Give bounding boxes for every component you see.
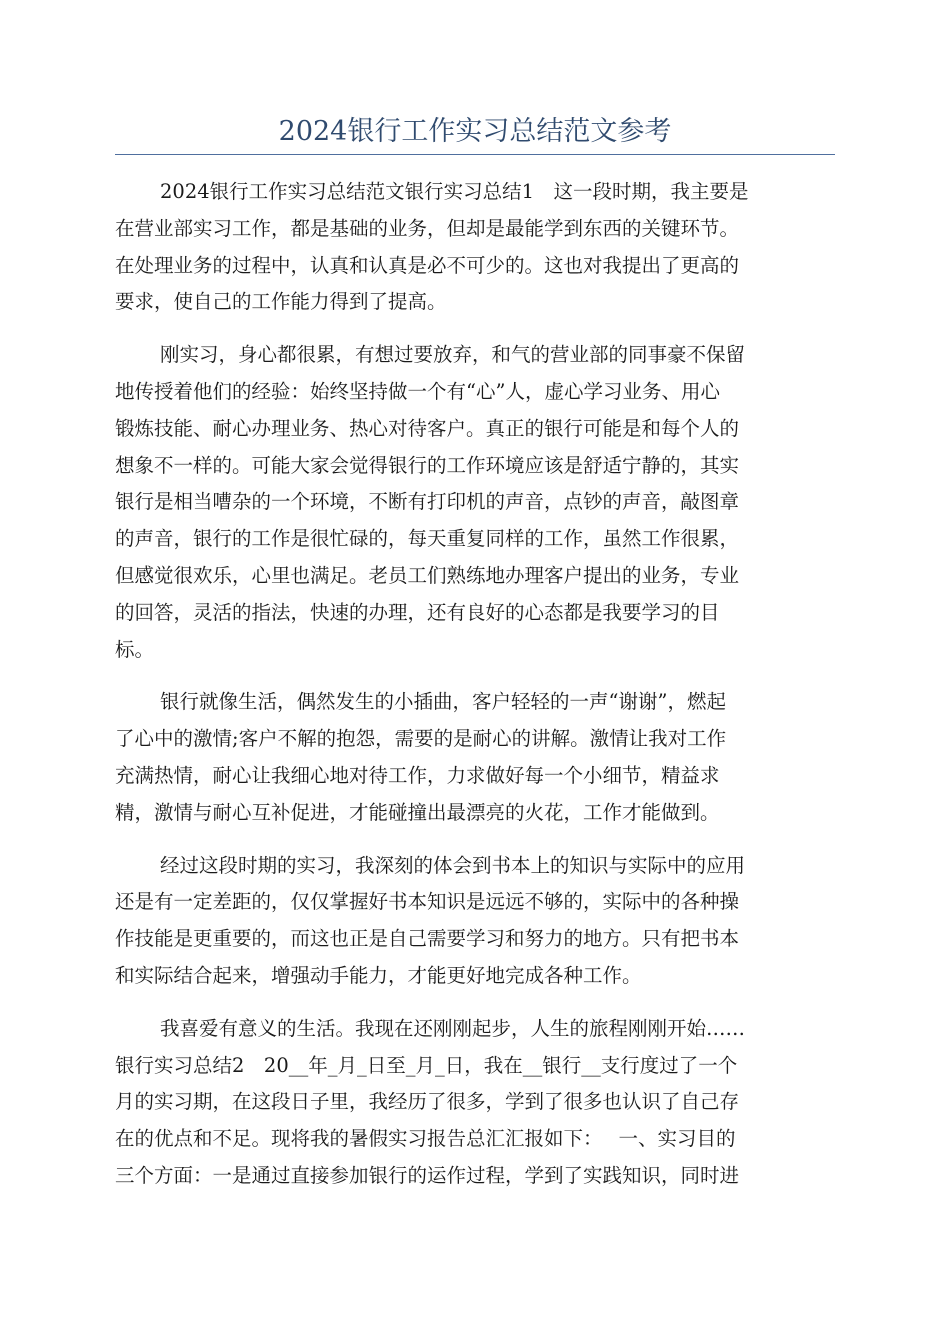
text-line: 2024银行工作实习总结范文银行实习总结1 这一段时期，我主要是 — [160, 180, 749, 203]
text-line: 充满热情，耐心让我细心地对待工作，力求做好每一个小细节，精益求 — [115, 763, 720, 787]
text-line: 银行实习总结2 20__年_月_日至_月_日，我在__银行__支行度过了一个 — [115, 1053, 738, 1077]
text-line: 还是有一定差距的，仅仅掌握好书本知识是远远不够的，实际中的各种操 — [115, 890, 740, 914]
text-line: 我喜爱有意义的生活。我现在还刚刚起步，人生的旅程刚刚开始…… — [160, 1016, 746, 1040]
text-line: 精，激情与耐心互补促进，才能碰撞出最漂亮的火花，工作才能做到。 — [115, 800, 720, 824]
text-line: 月的实习期，在这段日子里，我经历了很多，学到了很多也认识了自己存 — [115, 1090, 740, 1114]
text-line: 锻炼技能、耐心办理业务、热心对待客户。真正的银行可能是和每个人的 — [115, 416, 740, 440]
text-line: 在的优点和不足。现将我的暑假实习报告总汇汇报如下： 一、实习目的 — [115, 1127, 736, 1151]
paragraph-5 — [115, 1011, 835, 1195]
text-line: 银行是相当嘈杂的一个环境，不断有打印机的声音，点钞的声音，敲图章 — [115, 490, 740, 514]
text-line: 了心中的激情;客户不解的抱怨，需要的是耐心的讲解。激情让我对工作 — [115, 727, 727, 751]
paragraph-4 — [115, 848, 835, 995]
text-line: 的声音，银行的工作是很忙碌的，每天重复同样的工作，虽然工作很累， — [115, 527, 740, 551]
paragraph-1 — [115, 174, 835, 321]
text-line: 的回答，灵活的指法，快速的办理，还有良好的心态都是我要学习的目 — [115, 600, 720, 624]
text-line: 地传授着他们的经验：始终坚持做一个有“心”人，虚心学习业务、用心 — [115, 379, 720, 403]
text-line: 在处理业务的过程中，认真和认真是必不可少的。这也对我提出了更高的 — [115, 253, 740, 277]
text-line: 在营业部实习工作，都是基础的业务，但却是最能学到东西的关键环节。 — [115, 216, 740, 240]
text-line: 但感觉很欢乐，心里也满足。老员工们熟练地办理客户提出的业务，专业 — [115, 563, 740, 587]
text-line: 想象不一样的。可能大家会觉得银行的工作环境应该是舒适宁静的，其实 — [115, 453, 740, 477]
text-line: 标。 — [115, 637, 155, 661]
text-line: 要求，使自己的工作能力得到了提高。 — [115, 290, 447, 314]
paragraph-3 — [115, 684, 835, 831]
text-line: 刚实习，身心都很累，有想过要放弃，和气的营业部的同事豪不保留 — [160, 343, 746, 367]
title-underline — [115, 154, 835, 155]
text-line: 和实际结合起来，增强动手能力，才能更好地完成各种工作。 — [115, 963, 642, 987]
paragraph-2 — [115, 337, 835, 668]
text-line: 经过这段时期的实习，我深刻的体会到书本上的知识与实际中的应用 — [160, 853, 746, 877]
text-line: 作技能是更重要的，而这也正是自己需要学习和努力的地方。只有把书本 — [115, 927, 740, 951]
text-line: 银行就像生活，偶然发生的小插曲，客户轻轻的一声“谢谢”，燃起 — [160, 690, 726, 714]
document-title: 2024银行工作实习总结范文参考 — [278, 116, 672, 147]
document-body — [115, 174, 835, 1211]
text-line: 三个方面：一是通过直接参加银行的运作过程，学到了实践知识，同时进 — [115, 1163, 740, 1187]
